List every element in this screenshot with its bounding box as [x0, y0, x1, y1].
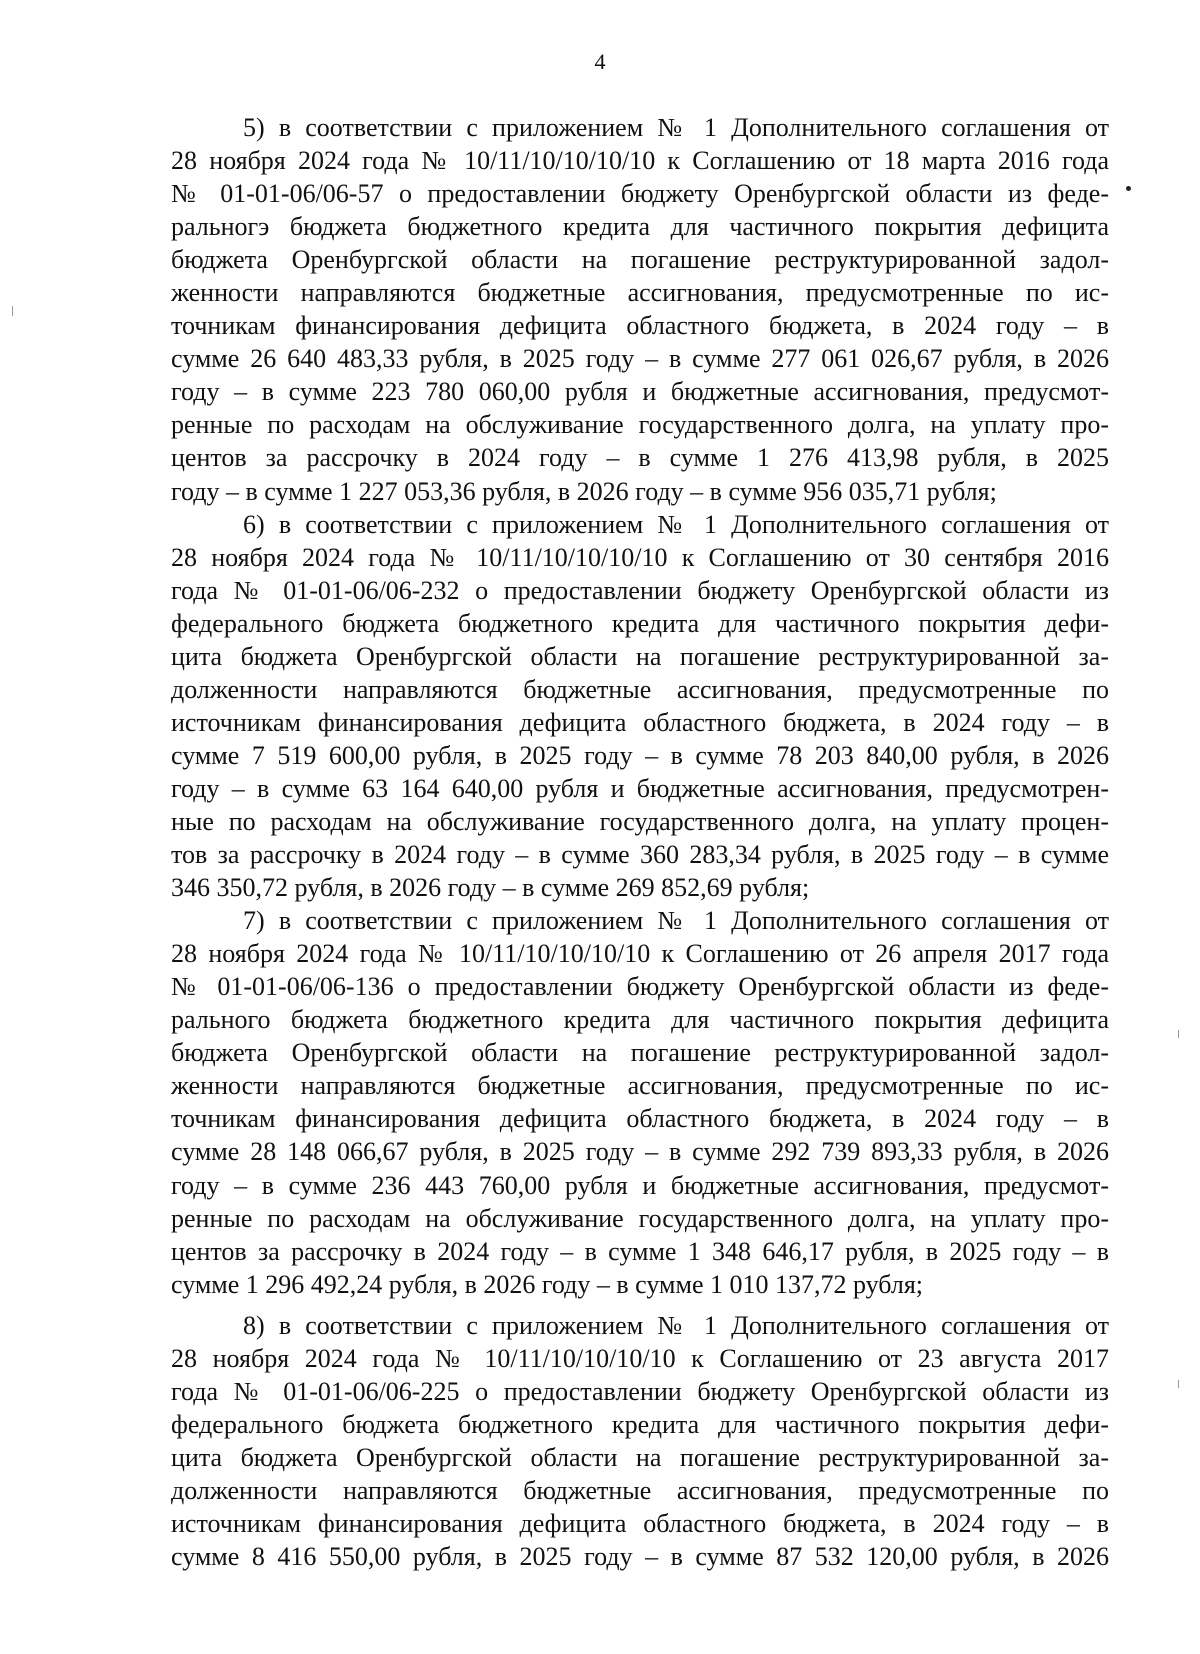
text-line: ные по расходам на обслуживание государственного долга, на уплату процен-: [171, 806, 1109, 836]
text-line: долженности направляются бюджетные ассигнования, предусмотренные по: [171, 1475, 1109, 1505]
text-line: году – в сумме 236 443 760,00 рубля и бюджетные ассигнования, предусмот-: [171, 1170, 1109, 1200]
paragraph-spacer: [171, 1301, 1109, 1309]
text-line: № 01-01-06/06-57 о предоставлении бюджету Оренбургской области из феде-: [171, 179, 1109, 209]
text-line: женности направляются бюджетные ассигнования, предусмотренные по ис-: [171, 278, 1109, 308]
text-line: 28 ноября 2024 года № 10/11/10/10/10/10 к Соглашению от 18 марта 2016 года: [171, 146, 1109, 176]
scan-margin-mark: [1178, 1380, 1179, 1388]
text-line: № 01-01-06/06-136 о предоставлении бюджету Оренбургской области из феде-: [171, 972, 1109, 1002]
text-line: году – в сумме 223 780 060,00 рубля и бюджетные ассигнования, предусмот-: [171, 377, 1109, 407]
text-line: ренные по расходам на обслуживание государственного долга, на уплату про-: [171, 410, 1109, 440]
text-line: женности направляются бюджетные ассигнования, предусмотренные по ис-: [171, 1071, 1109, 1101]
paragraph: [171, 904, 1109, 1301]
text-line: 6) в соответствии с приложением № 1 Дополнительного соглашения от: [243, 509, 1109, 539]
text-line: цита бюджета Оренбургской области на погашение реструктурированной за-: [171, 1442, 1109, 1472]
text-line: сумме 8 416 550,00 рубля, в 2025 году – в сумме 87 532 120,00 рубля, в 2026: [171, 1542, 1109, 1572]
text-line: сумме 26 640 483,33 рубля, в 2025 году – в сумме 277 061 026,67 рубля, в 2026: [171, 344, 1109, 374]
text-line: бюджета Оренбургской области на погашение реструктурированной задол-: [171, 1038, 1109, 1068]
text-line: 5) в соответствии с приложением № 1 Дополнительного соглашения от: [243, 113, 1109, 142]
text-line: году – в сумме 1 227 053,36 рубля, в 2026 году – в сумме 956 035,71 рубля;: [171, 476, 997, 506]
text-line: ральногэ бюджета бюджетного кредита для частичного покрытия дефицита: [171, 212, 1109, 242]
text-line: 28 ноября 2024 года № 10/11/10/10/10/10 к Соглашению от 26 апреля 2017 года: [171, 939, 1109, 969]
text-line: года № 01-01-06/06-232 о предоставлении бюджету Оренбургской области из: [171, 575, 1109, 605]
text-line: сумме 28 148 066,67 рубля, в 2025 году – в сумме 292 739 893,33 рубля, в 2026: [171, 1137, 1109, 1167]
text-line: федерального бюджета бюджетного кредита для частичного покрытия дефи-: [171, 1409, 1109, 1439]
text-line: 28 ноября 2024 года № 10/11/10/10/10/10 к Соглашению от 23 августа 2017: [171, 1343, 1109, 1373]
text-line: цита бюджета Оренбургской области на погашение реструктурированной за-: [171, 641, 1109, 671]
text-line: сумме 1 296 492,24 рубля, в 2026 году – в сумме 1 010 137,72 рубля;: [171, 1269, 924, 1299]
text-line: долженности направляются бюджетные ассигнования, предусмотренные по: [171, 674, 1109, 704]
text-line: федерального бюджета бюджетного кредита для частичного покрытия дефи-: [171, 608, 1109, 638]
text-line: источникам финансирования дефицита областного бюджета, в 2024 году – в: [171, 707, 1109, 737]
scan-margin-mark: [12, 306, 13, 316]
paragraph: [171, 1309, 1109, 1573]
document-body: [171, 111, 1109, 1573]
text-line: рального бюджета бюджетного кредита для частичного покрытия дефицита: [171, 1005, 1109, 1035]
text-line: ренные по расходам на обслуживание государственного долга, на уплату про-: [171, 1203, 1109, 1233]
text-line: точникам финансирования дефицита областного бюджета, в 2024 году – в: [171, 1104, 1109, 1134]
page-number: 4: [594, 49, 606, 74]
text-line: года № 01-01-06/06-225 о предоставлении бюджету Оренбургской области из: [171, 1376, 1109, 1406]
text-line: 346 350,72 рубля, в 2026 году – в сумме 269 852,69 рубля;: [171, 873, 810, 903]
text-line: центов за рассрочку в 2024 году – в сумме 1 348 646,17 рубля, в 2025 году – в: [171, 1236, 1109, 1266]
text-line: сумме 7 519 600,00 рубля, в 2025 году – в сумме 78 203 840,00 рубля, в 2026: [171, 740, 1109, 770]
text-line: точникам финансирования дефицита областного бюджета, в 2024 году – в: [171, 311, 1109, 341]
text-line: центов за рассрочку в 2024 году – в сумме 1 276 413,98 рубля, в 2025: [171, 443, 1109, 473]
text-line: тов за рассрочку в 2024 году – в сумме 360 283,34 рубля, в 2025 году – в сумме: [171, 840, 1109, 870]
scan-margin-mark: [1178, 1030, 1179, 1038]
text-line: 7) в соответствии с приложением № 1 Дополнительного соглашения от: [243, 906, 1109, 936]
text-line: году – в сумме 63 164 640,00 рубля и бюджетные ассигнования, предусмотрен-: [171, 773, 1109, 803]
text-line: 8) в соответствии с приложением № 1 Дополнительного соглашения от: [243, 1310, 1109, 1340]
scan-speck: [1126, 186, 1131, 191]
text-line: бюджета Оренбургской области на погашение реструктурированной задол-: [171, 245, 1109, 275]
text-line: 28 ноября 2024 года № 10/11/10/10/10/10 к Соглашению от 30 сентября 2016: [171, 542, 1109, 572]
text-line: источникам финансирования дефицита областного бюджета, в 2024 году – в: [171, 1508, 1109, 1538]
paragraph: [171, 111, 1109, 508]
paragraph: [171, 508, 1109, 905]
